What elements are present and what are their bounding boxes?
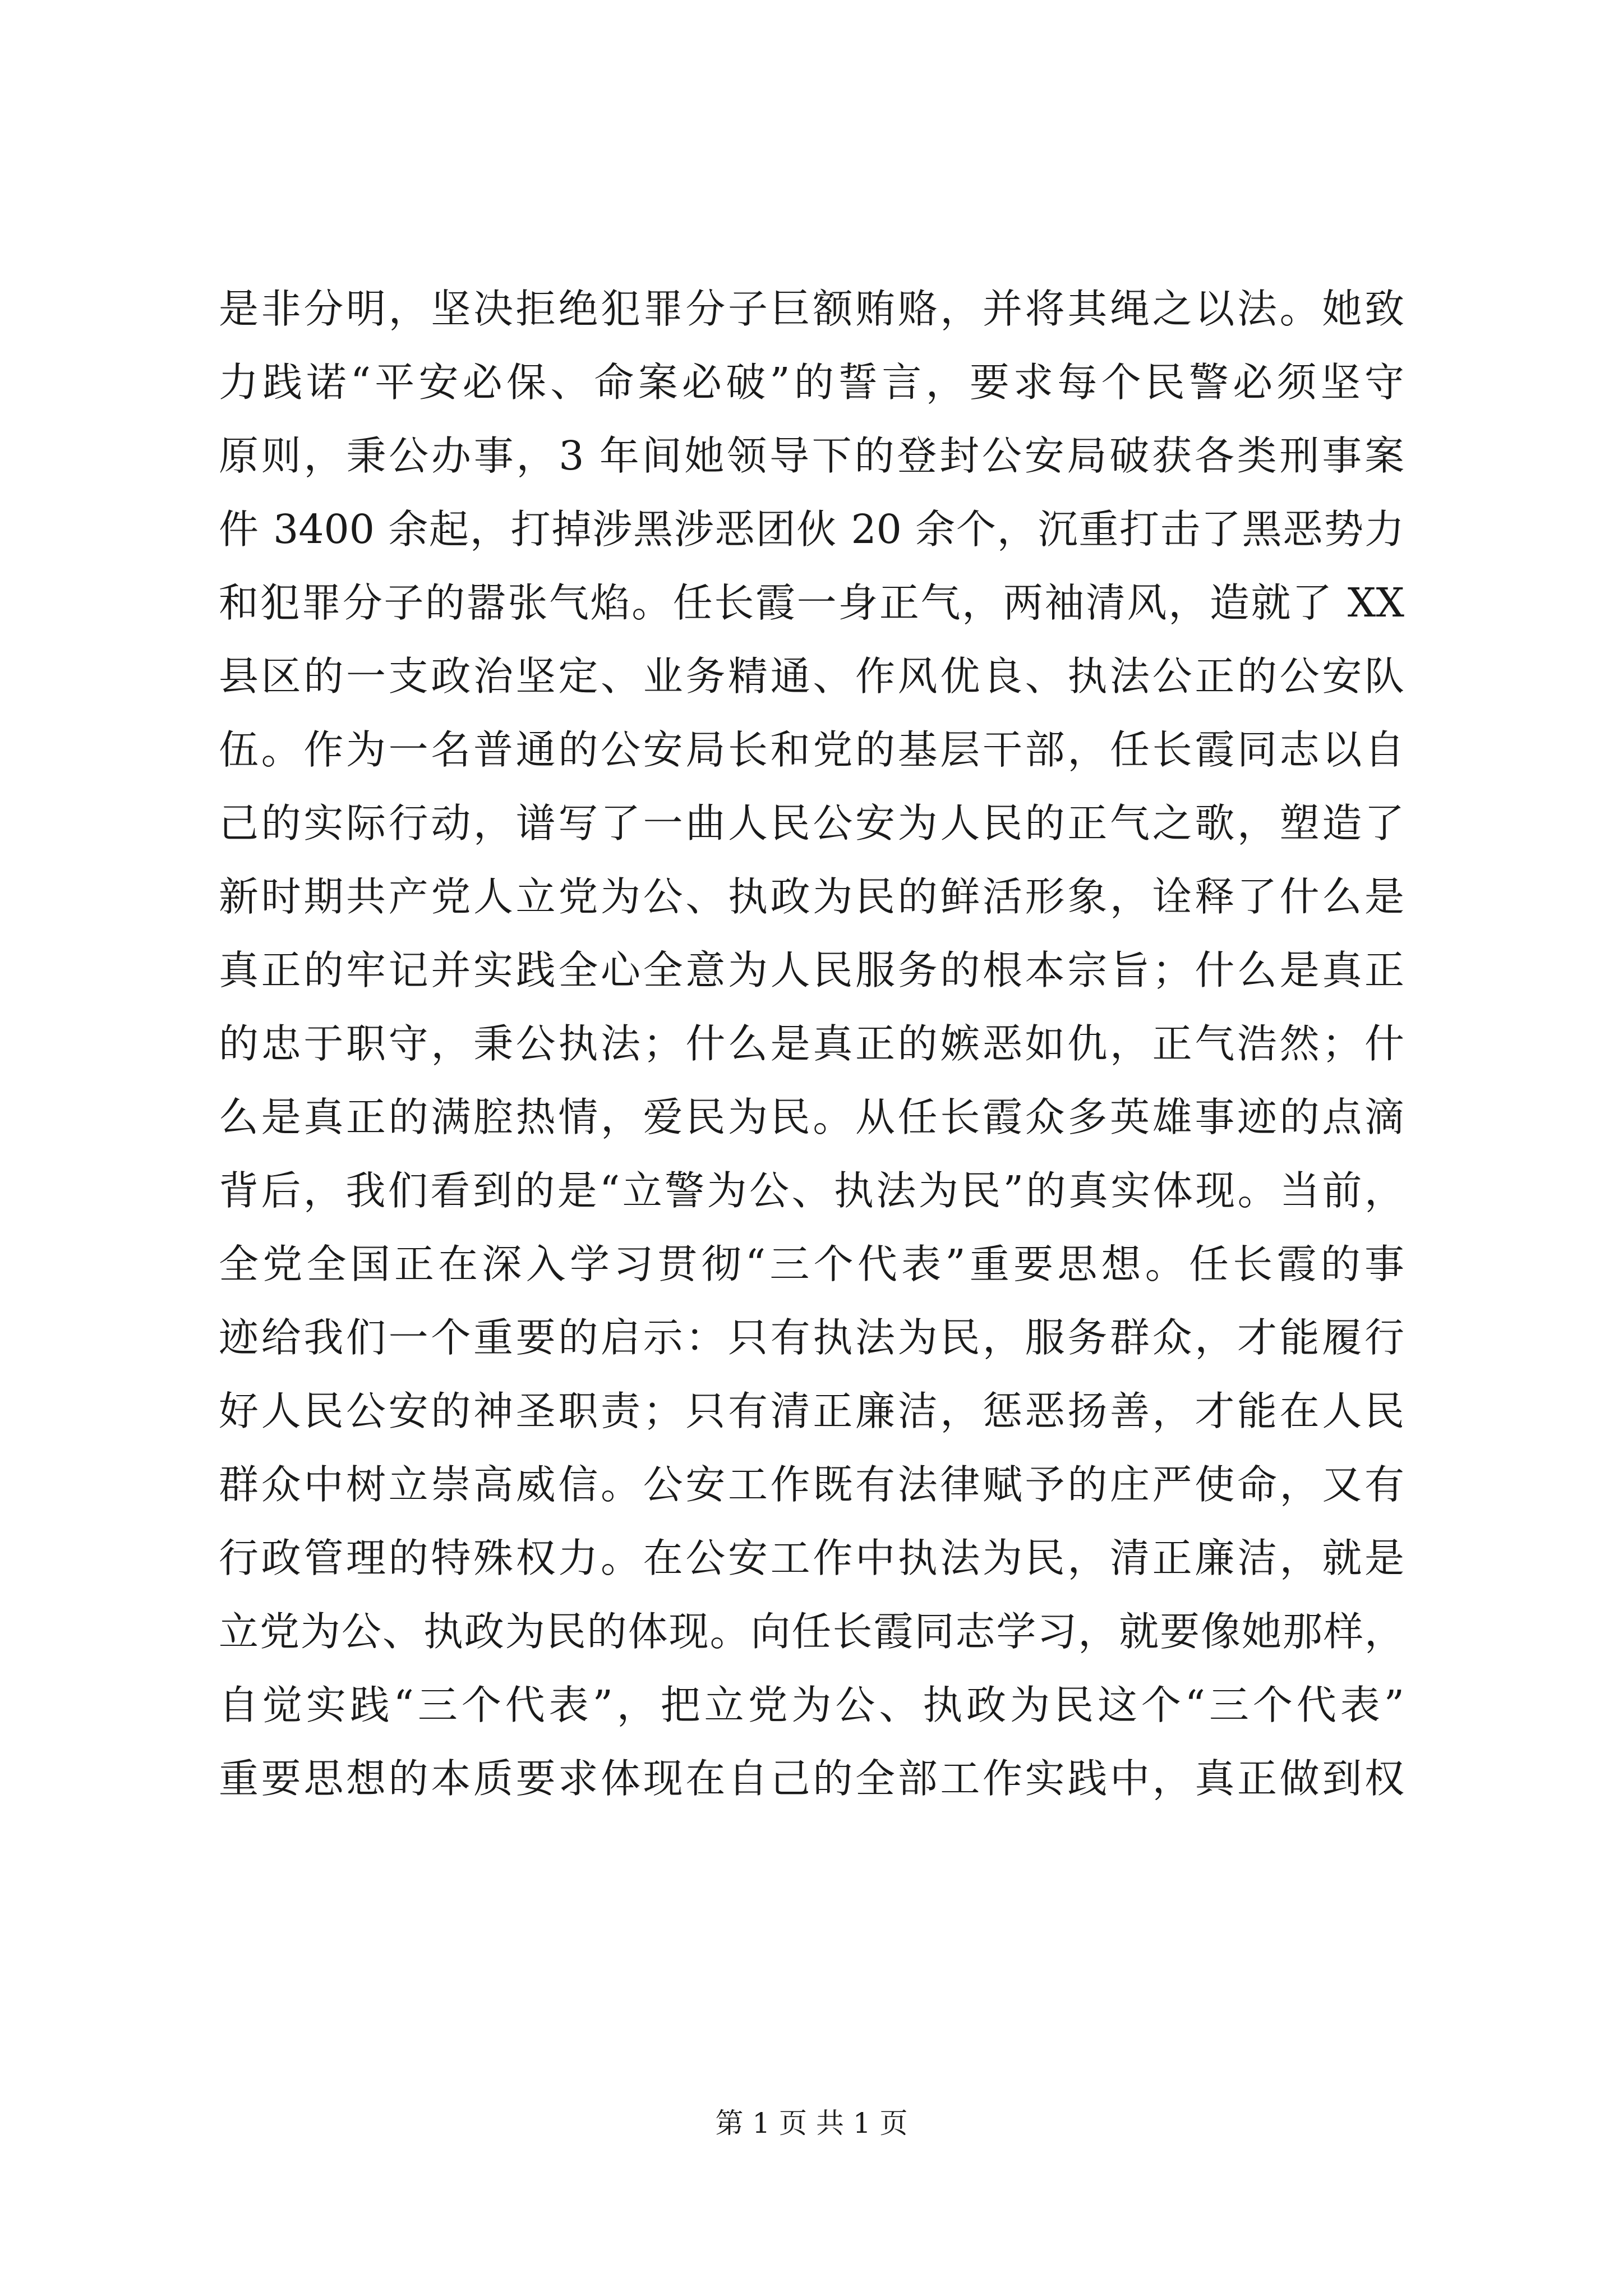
- text-line-19: 立党为公、执政为民的体现。向任长霞同志学习，就要像她那样，: [219, 1608, 1404, 1655]
- text-line-14: 全党全国正在深入学习贯彻“三个代表”重要思想。任长霞的事: [219, 1241, 1404, 1287]
- text-line-7: 伍。作为一名普通的公安局长和党的基层干部，任长霞同志以自: [219, 726, 1404, 773]
- text-line-2: 力践诺“平安必保、命案必破”的誓言，要求每个民警必须坚守: [219, 359, 1404, 406]
- text-line-17: 群众中树立崇高威信。公安工作既有法律赋予的庄严使命，又有: [219, 1461, 1404, 1508]
- text-line-9: 新时期共产党人立党为公、执政为民的鲜活形象，诠释了什么是: [219, 873, 1404, 920]
- text-line-13: 背后，我们看到的是“立警为公、执法为民”的真实体现。当前，: [219, 1167, 1404, 1214]
- text-line-4: 件 3400 余起，打掉涉黑涉恶团伙 20 余个，沉重打击了黑恶势力: [219, 506, 1404, 553]
- page-footer: 第 1 页 共 1 页: [715, 2107, 908, 2139]
- text-line-6: 县区的一支政治坚定、业务精通、作风优良、执法公正的公安队: [219, 653, 1404, 700]
- text-line-16: 好人民公安的神圣职责；只有清正廉洁，惩恶扬善，才能在人民: [219, 1388, 1404, 1434]
- text-line-21: 重要思想的本质要求体现在自己的全部工作实践中，真正做到权: [219, 1755, 1404, 1802]
- text-line-3: 原则，秉公办事，3 年间她领导下的登封公安局破获各类刑事案: [219, 432, 1404, 479]
- text-line-18: 行政管理的特殊权力。在公安工作中执法为民，清正廉洁，就是: [219, 1535, 1404, 1581]
- text-line-10: 真正的牢记并实践全心全意为人民服务的根本宗旨；什么是真正: [219, 947, 1404, 993]
- text-line-5: 和犯罪分子的嚣张气焰。任长霞一身正气，两袖清风，造就了 XX: [219, 579, 1404, 626]
- text-line-8: 己的实际行动，谱写了一曲人民公安为人民的正气之歌，塑造了: [219, 800, 1404, 846]
- text-line-12: 么是真正的满腔热情，爱民为民。从任长霞众多英雄事迹的点滴: [219, 1094, 1404, 1140]
- text-line-15: 迹给我们一个重要的启示：只有执法为民，服务群众，才能履行: [219, 1314, 1404, 1361]
- text-line-1: 是非分明，坚决拒绝犯罪分子巨额贿赂，并将其绳之以法。她致: [219, 286, 1404, 332]
- text-line-11: 的忠于职守，秉公执法；什么是真正的嫉恶如仇，正气浩然；什: [219, 1020, 1404, 1067]
- text-line-20: 自觉实践“三个代表”，把立党为公、执政为民这个“三个代表”: [219, 1682, 1404, 1728]
- body-paragraph: [219, 272, 1404, 1815]
